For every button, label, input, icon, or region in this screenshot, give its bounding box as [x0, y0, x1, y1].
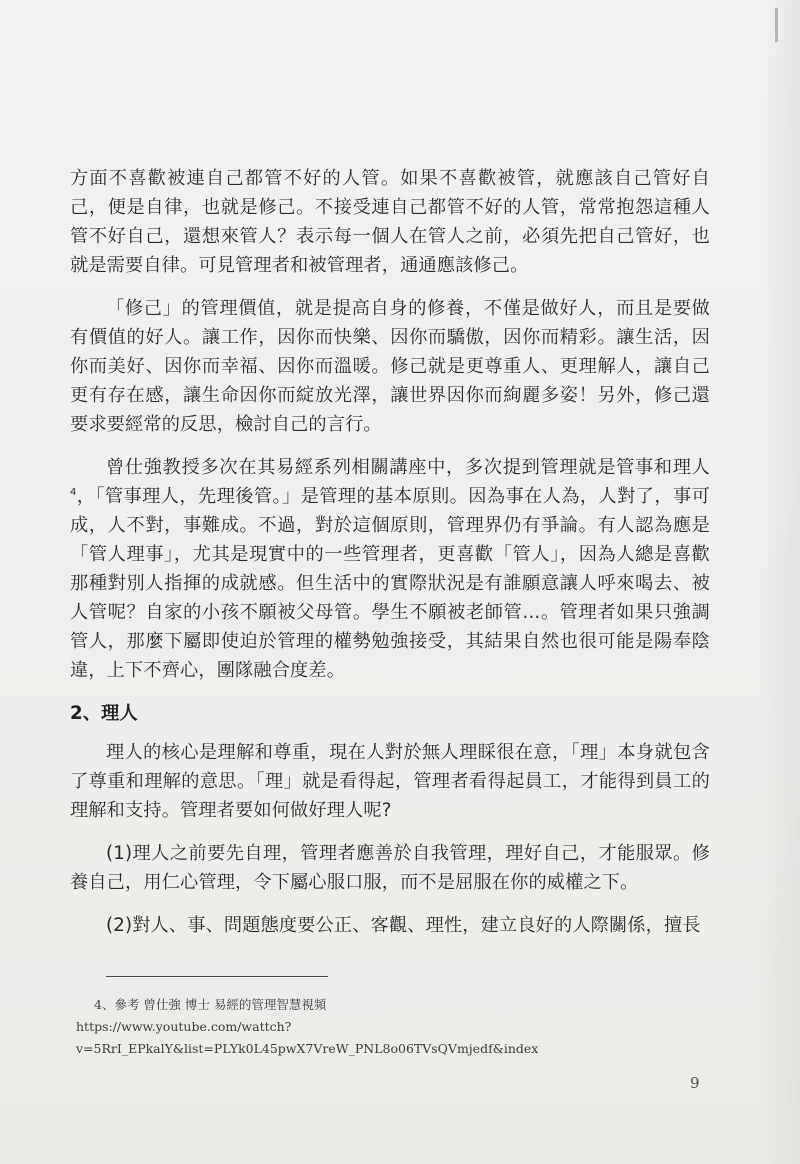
page-number: 9 — [690, 1074, 700, 1092]
footnote-divider — [106, 976, 328, 977]
paragraph-5: (1)理人之前要先自理，管理者應善於自我管理，理好自己，才能服眾。修養自己，用仁心管理，令下屬心服口服，而不是屈服在你的威權之下。 — [70, 843, 710, 893]
paragraph-1: 方面不喜歡被連自己都管不好的人管。如果不喜歡被管，就應該自己管好自己，便是自律，也就是修己。不接受連自己都管不好的人管，常常抱怨這種人管不好自己，還想來管人？表示每一個人在管人之前，必須先把自己管好，也就是需要自律。可見管理者和被管理者，通通應該修己。 — [70, 168, 710, 276]
footnote-ref-4[interactable]: 4 — [70, 486, 77, 498]
body-text — [70, 164, 710, 954]
page-edge-shadow — [760, 0, 800, 1164]
paragraph-4: 理人的核心是理解和尊重，現在人對於無人理睬很在意，「理」本身就包含了尊重和理解的意思。「理」就是看得起，管理者看得起員工，才能得到員工的理解和支持。管理者要如何做好理人呢? — [70, 742, 710, 821]
paragraph-3-text-a: 曾仕強教授多次在其易經系列相關講座中，多次提到管理就是管事和理人 — [106, 457, 710, 478]
footnote-url[interactable]: https://www.youtube.com/wattch?v=5RrI_EPkalY&list=PLYk0L45pwX7VreW_PNL8o06TVsQVmjedf&index — [76, 1019, 539, 1056]
paragraph-2: 「修己」的管理價值，就是提高自身的修養，不僅是做好人，而且是要做有價值的好人。讓工作，因你而快樂、因你而驕傲，因你而精彩。讓生活，因你而美好、因你而幸福、因你而溫暖。修己就是更尊重人、更理解人，讓自己更有存在感，讓生命因你而綻放光澤，讓世界因你而絢麗多姿！另外，修己還要求要經常的反思，檢討自己的言行。 — [70, 298, 710, 435]
section-heading: 2、理人 — [70, 703, 138, 724]
corner-mark — [775, 8, 778, 42]
footnote-citation: 4、參考 曾仕強 博士 易經的管理智慧視頻 — [94, 997, 327, 1012]
paragraph-3-text-b: ，「管事理人，先理後管。」是管理的基本原則。因為事在人為，人對了，事可成，人不對，事難成。不過，對於這個原則，管理界仍有爭論。有人認為應是「管人理事」，尤其是現實中的一些管理者，更喜歡「管人」，因為人總是喜歡那種對別人指揮的成就感。但生活中的實際狀況是有誰願意讓人呼來喝去、被人管呢？自家的小孩不願被父母管。學生不願被老師管...。管理者如果只強調管人，那麼下屬即使迫於管理的權勢勉強接受，其結果自然也很可能是陽奉陰違，上下不齊心，團隊融合度差。 — [70, 486, 710, 681]
paragraph-3 — [70, 453, 710, 685]
footnote — [76, 994, 716, 1060]
paragraph-6: (2)對人、事、問題態度要公正、客觀、理性，建立良好的人際關係，擅長 — [106, 915, 701, 936]
